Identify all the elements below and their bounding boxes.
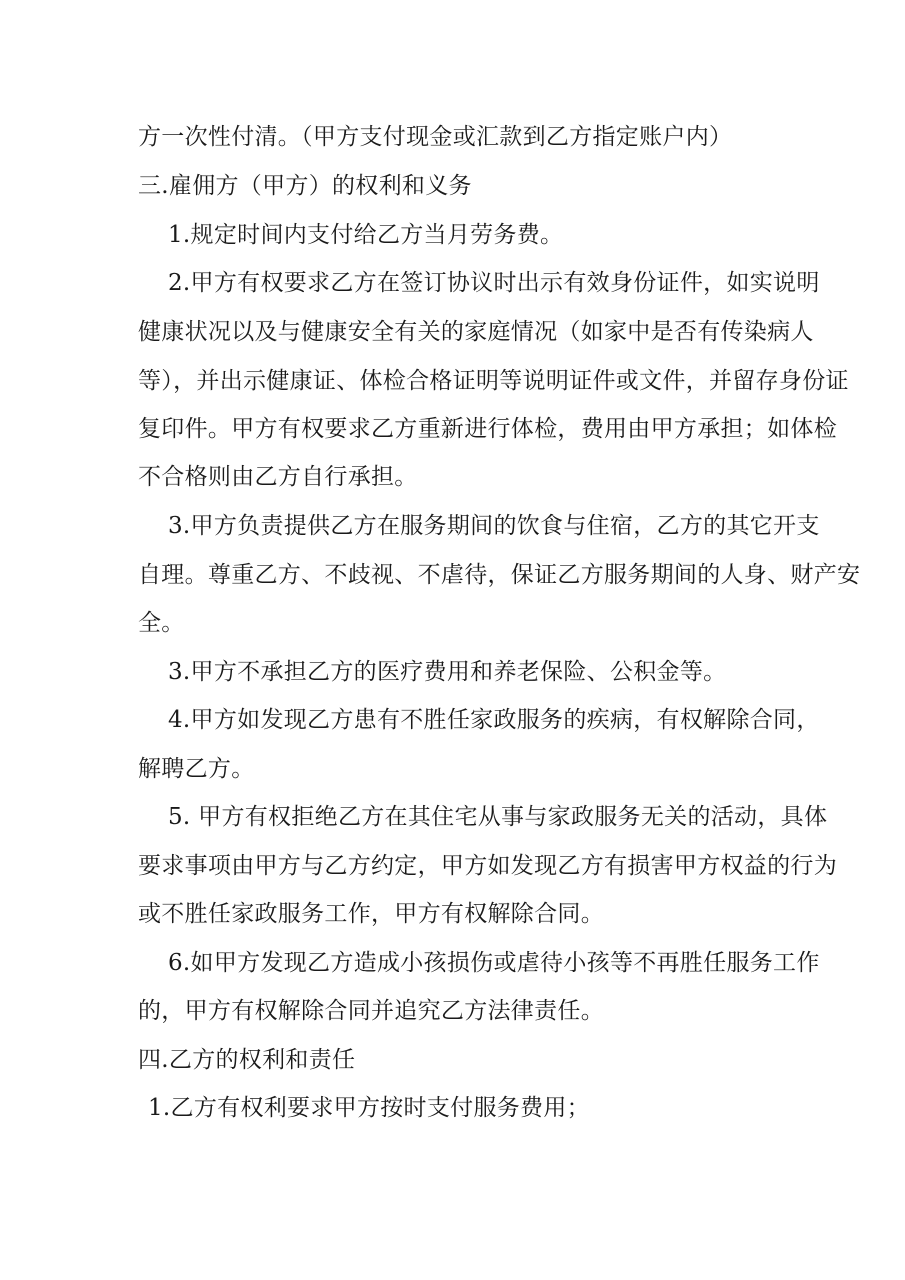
text-line: 3.甲方负责提供乙方在服务期间的饮食与住宿，乙方的其它开支 bbox=[168, 513, 820, 539]
text-line: 不合格则由乙方自行承担。 bbox=[138, 464, 418, 490]
text-line: 解聘乙方。 bbox=[138, 756, 255, 782]
text-line: 3.甲方不承担乙方的医疗费用和养老保险、公积金等。 bbox=[168, 659, 727, 685]
text-line: 自理。尊重乙方、不歧视、不虐待，保证乙方服务期间的人身、财产安 bbox=[138, 562, 861, 588]
text-line: 等），并出示健康证、体检合格证明等说明证件或文件，并留存身份证 bbox=[138, 368, 849, 394]
text-line: 健康状况以及与健康安全有关的家庭情况（如家中是否有传染病人 bbox=[138, 319, 814, 345]
section-heading: 三.雇佣方（甲方）的权利和义务 bbox=[138, 173, 472, 199]
text-line: 6.如甲方发现乙方造成小孩损伤或虐待小孩等不再胜任服务工作 bbox=[168, 950, 820, 976]
text-line: 5. 甲方有权拒绝乙方在其住宅从事与家政服务无关的活动，具体 bbox=[168, 804, 828, 830]
text-line: 方一次性付清。（甲方支付现金或汇款到乙方指定账户内） bbox=[138, 124, 733, 150]
text-line: 要求事项由甲方与乙方约定，甲方如发现乙方有损害甲方权益的行为 bbox=[138, 853, 837, 879]
text-line: 的，甲方有权解除合同并追究乙方法律责任。 bbox=[138, 998, 604, 1024]
text-line: 4.甲方如发现乙方患有不胜任家政服务的疾病，有权解除合同， bbox=[168, 707, 820, 733]
text-line: 全。 bbox=[138, 610, 185, 636]
text-line: 复印件。甲方有权要求乙方重新进行体检，费用由甲方承担；如体检 bbox=[138, 416, 837, 442]
section-heading: 四.乙方的权利和责任 bbox=[138, 1047, 356, 1073]
text-line: 2.甲方有权要求乙方在签订协议时出示有效身份证件，如实说明 bbox=[168, 270, 820, 296]
text-line: 或不胜任家政服务工作，甲方有权解除合同。 bbox=[138, 901, 604, 927]
text-line: 1.乙方有权利要求甲方按时支付服务费用； bbox=[148, 1095, 590, 1121]
text-line: 1.规定时间内支付给乙方当月劳务费。 bbox=[168, 222, 564, 248]
